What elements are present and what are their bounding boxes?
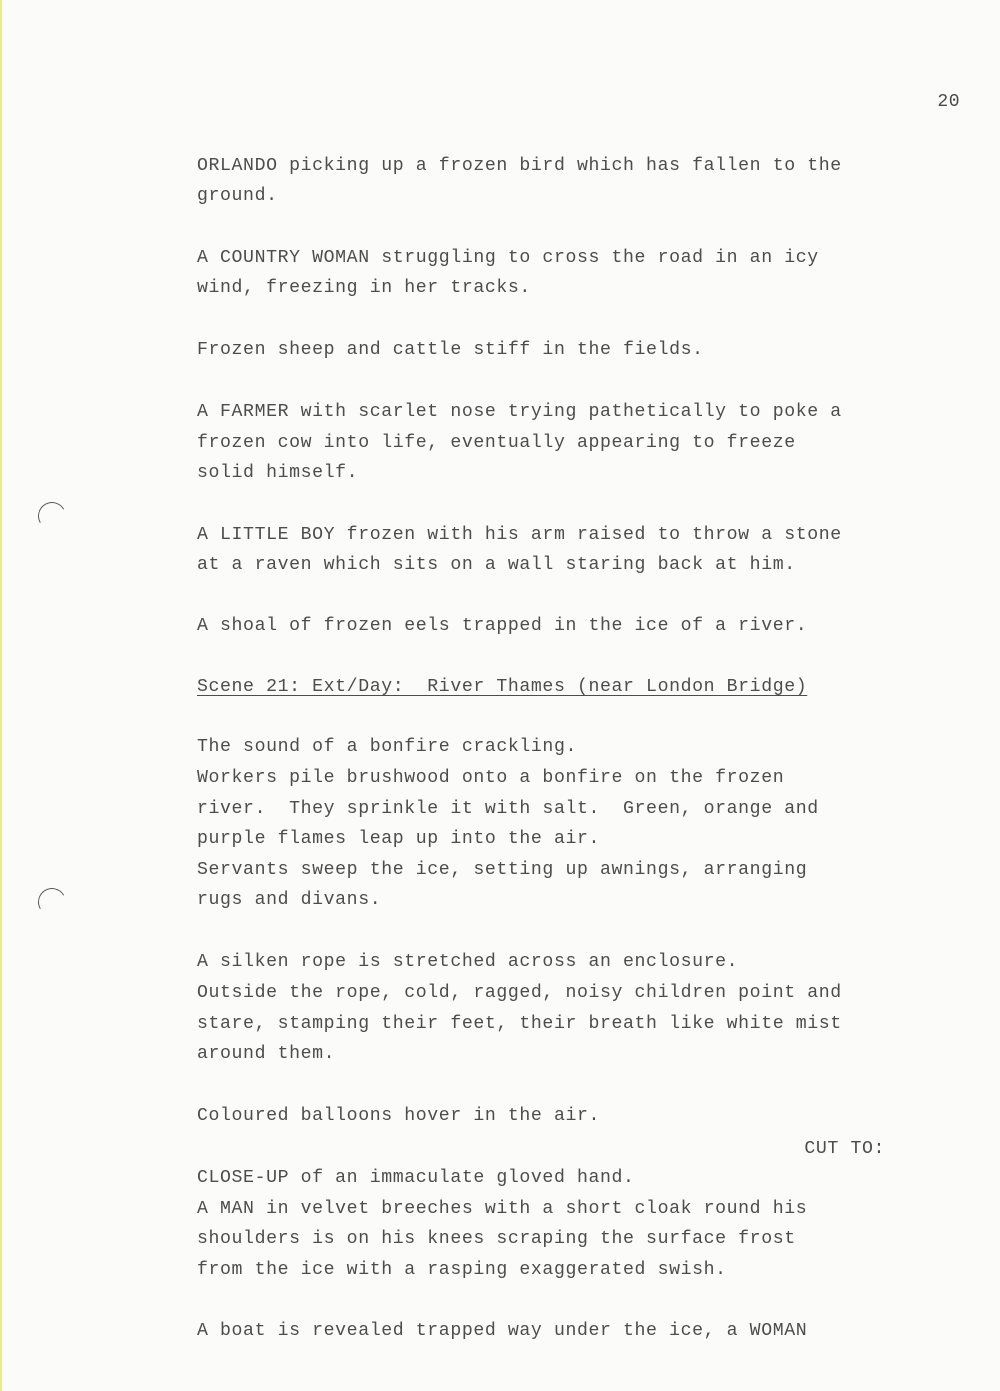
punch-hole-mark [35, 499, 69, 533]
script-line: A FARMER with scarlet nose trying pathetically to poke a [197, 402, 842, 422]
page-edge [0, 0, 2, 1391]
script-line: Frozen sheep and cattle stiff in the fields. [197, 340, 704, 360]
page-number: 20 [937, 92, 960, 112]
script-line: CLOSE-UP of an immaculate gloved hand. [197, 1168, 635, 1188]
script-line: shoulders is on his knees scraping the surface frost [197, 1229, 796, 1249]
script-line: Outside the rope, cold, ragged, noisy children point and [197, 983, 842, 1003]
punch-hole-mark [35, 885, 69, 919]
scene-heading: Scene 21: Ext/Day: River Thames (near London Bridge) [197, 677, 808, 697]
script-line: A boat is revealed trapped way under the ice, a WOMAN [197, 1321, 808, 1341]
script-line: rugs and divans. [197, 890, 382, 910]
script-line: purple flames leap up into the air. [197, 829, 600, 849]
script-line: A COUNTRY WOMAN struggling to cross the road in an icy [197, 248, 819, 268]
script-line: stare, stamping their feet, their breath like white mist [197, 1014, 842, 1034]
script-line: A shoal of frozen eels trapped in the ice of a river. [197, 616, 808, 636]
script-line: around them. [197, 1044, 336, 1064]
script-line: solid himself. [197, 463, 359, 483]
script-line: Workers pile brushwood onto a bonfire on the frozen [197, 768, 785, 788]
script-line: ground. [197, 186, 278, 206]
transition-cut-to: CUT TO: [804, 1139, 885, 1159]
script-line: ORLANDO picking up a frozen bird which has fallen to the [197, 156, 842, 176]
script-line: river. They sprinkle it with salt. Green, orange and [197, 799, 819, 819]
script-line: Coloured balloons hover in the air. [197, 1106, 600, 1126]
script-line: frozen cow into life, eventually appearing to freeze [197, 433, 796, 453]
script-line: A LITTLE BOY frozen with his arm raised to throw a stone [197, 525, 842, 545]
script-line: A MAN in velvet breeches with a short cloak round his [197, 1199, 808, 1219]
script-line: wind, freezing in her tracks. [197, 278, 531, 298]
script-line: The sound of a bonfire crackling. [197, 737, 577, 757]
script-line: from the ice with a rasping exaggerated swish. [197, 1260, 727, 1280]
script-line: at a raven which sits on a wall staring back at him. [197, 555, 796, 575]
script-line: Servants sweep the ice, setting up awnings, arranging [197, 860, 808, 880]
script-line: A silken rope is stretched across an enclosure. [197, 952, 739, 972]
